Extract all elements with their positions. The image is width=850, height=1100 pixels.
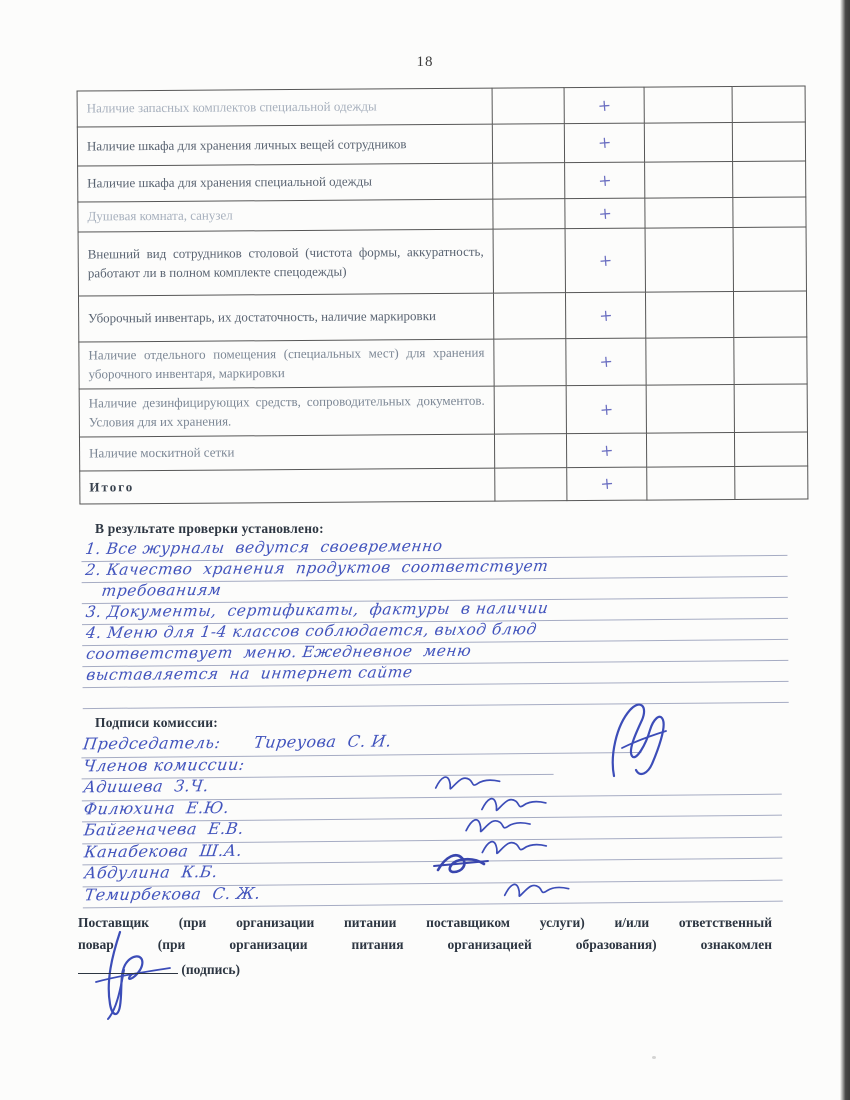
empty-cell	[733, 197, 806, 228]
mark-cell	[565, 292, 645, 339]
row-label: Наличие запасных комплектов специальной одежды	[77, 88, 492, 127]
empty-cell	[492, 88, 564, 125]
footer-signature-line	[78, 959, 772, 981]
plus-mark: +	[598, 351, 614, 372]
signature-blank-line	[78, 959, 178, 974]
handwritten-text: 1. Все журналы ведутся своевременно	[84, 536, 444, 559]
signature-mark-icon	[464, 814, 536, 837]
plus-mark: +	[599, 440, 614, 461]
table-row	[78, 161, 806, 202]
empty-cell	[494, 386, 566, 435]
empty-cell	[733, 161, 806, 198]
row-label: Наличие москитной сетки	[79, 434, 494, 471]
mark-cell	[565, 162, 645, 199]
plus-mark: +	[598, 399, 614, 420]
row-label: Наличие шкафа для хранения личных вещей сотрудников	[77, 124, 492, 166]
signature-name: Председатель: Тиреуова С. И.	[82, 731, 393, 754]
signature-name: Членов комиссии:	[82, 754, 246, 775]
row-label: Душевая комната, санузел	[78, 199, 493, 232]
empty-cell	[734, 432, 807, 467]
mark-cell	[566, 338, 646, 386]
empty-cell	[646, 384, 734, 433]
signature-name: Канабекова Ш.А.	[83, 840, 244, 861]
plus-mark: +	[596, 95, 612, 116]
member-signature-scribble-icon	[432, 848, 492, 878]
row-label: Уборочный инвентарь, их достаточность, наличие маркировки	[78, 293, 493, 342]
empty-cell	[647, 466, 735, 500]
checklist-table	[77, 85, 809, 504]
mark-cell	[566, 433, 646, 468]
empty-cell	[493, 199, 565, 230]
mark-cell	[565, 228, 645, 293]
row-label: Наличие дезинфицирующих средств, сопроводительных документов. Условия для их хранения.	[79, 386, 494, 437]
empty-cell	[492, 124, 564, 164]
table-row	[78, 291, 806, 342]
plus-mark: +	[597, 203, 613, 224]
table-row	[77, 122, 805, 166]
mark-cell	[567, 467, 647, 501]
mark-cell	[566, 385, 646, 434]
empty-cell	[735, 466, 808, 500]
footer-line-1: Поставщик (при организации питании поставщиком услуги) и/или ответственный	[78, 915, 772, 930]
empty-cell	[733, 227, 806, 292]
footer-line-2: повар (при организации питания организацией образования) ознакомлен	[78, 937, 772, 953]
mark-cell	[565, 198, 645, 229]
row-label: Итого	[80, 468, 495, 504]
empty-cell	[645, 161, 733, 198]
scan-speck	[652, 1056, 656, 1059]
handwritten-text: соответствует меню. Ежедневное меню	[85, 641, 473, 664]
empty-cell	[645, 291, 733, 338]
table-row	[79, 337, 807, 389]
empty-cell	[645, 197, 733, 228]
mark-cell	[564, 123, 644, 163]
footer-paragraph	[78, 912, 772, 981]
empty-cell	[494, 434, 566, 469]
empty-cell	[493, 293, 565, 340]
plus-mark: +	[598, 305, 614, 326]
row-label: Наличие шкафа для хранения специальной одежды	[78, 163, 493, 202]
empty-cell	[644, 122, 732, 162]
handwritten-text: требованиям	[100, 580, 223, 600]
empty-cell	[494, 339, 566, 387]
empty-cell	[644, 86, 732, 123]
table-row	[80, 466, 808, 504]
plus-mark: +	[599, 473, 615, 494]
results-handwritten-block	[81, 535, 788, 709]
empty-cell	[732, 86, 805, 123]
signature-row	[81, 731, 641, 758]
mark-cell	[564, 87, 644, 124]
signature-mark-icon	[434, 771, 506, 794]
empty-cell	[493, 163, 565, 200]
signatures-block	[81, 730, 783, 909]
chairman-signature-flourish-icon	[596, 700, 671, 782]
signature-row	[83, 880, 783, 908]
empty-cell	[646, 337, 734, 385]
table-row	[78, 227, 806, 296]
row-label: Наличие отдельного помещения (специальных мест) для хранения уборочного инвентаря, маркировки	[79, 339, 494, 389]
handwritten-text: выставляется на интернет сайте	[85, 663, 414, 685]
page-number: 18	[416, 54, 434, 70]
empty-cell	[732, 122, 805, 162]
handwritten-text: 2. Качество хранения продуктов соответствует	[84, 556, 550, 580]
checklist-table-body	[77, 86, 808, 504]
table-row	[79, 432, 807, 471]
row-label: Внешний вид сотрудников столовой (чистота формы, аккуратность, работают ли в полном комплекте спецодежды)	[78, 229, 493, 296]
signature-name: Абдулина К.Б.	[83, 862, 220, 883]
handwritten-text: 3. Документы, сертификаты, фактуры в наличии	[84, 598, 550, 622]
empty-cell	[493, 229, 565, 294]
handwritten-text: 4. Меню для 1-4 классов соблюдается, выход блюд	[84, 620, 539, 643]
scan-edge-shadow	[840, 0, 850, 1100]
empty-cell	[734, 337, 807, 385]
results-section-title: В результате проверки установлено:	[95, 521, 324, 536]
empty-cell	[645, 227, 733, 292]
empty-cell	[733, 291, 806, 338]
empty-cell	[646, 432, 734, 467]
plus-mark: +	[597, 170, 613, 191]
signature-mark-icon	[480, 792, 552, 815]
signatures-section-title: Подписи комиссии:	[95, 715, 218, 730]
signature-name: Адишева З.Ч.	[82, 776, 211, 797]
table-row	[77, 86, 805, 127]
signature-mark-icon	[503, 878, 575, 901]
signature-name: Филюхина Е.Ю.	[82, 797, 231, 818]
signature-label: (подпись)	[181, 961, 241, 977]
plus-mark: +	[597, 250, 613, 271]
plus-mark: +	[597, 132, 612, 153]
empty-cell	[495, 468, 567, 502]
signature-name: Темирбекова С. Ж.	[83, 883, 262, 904]
signature-name: Байгеначева Е.В.	[82, 818, 246, 840]
empty-cell	[734, 384, 807, 433]
table-row	[79, 384, 807, 437]
